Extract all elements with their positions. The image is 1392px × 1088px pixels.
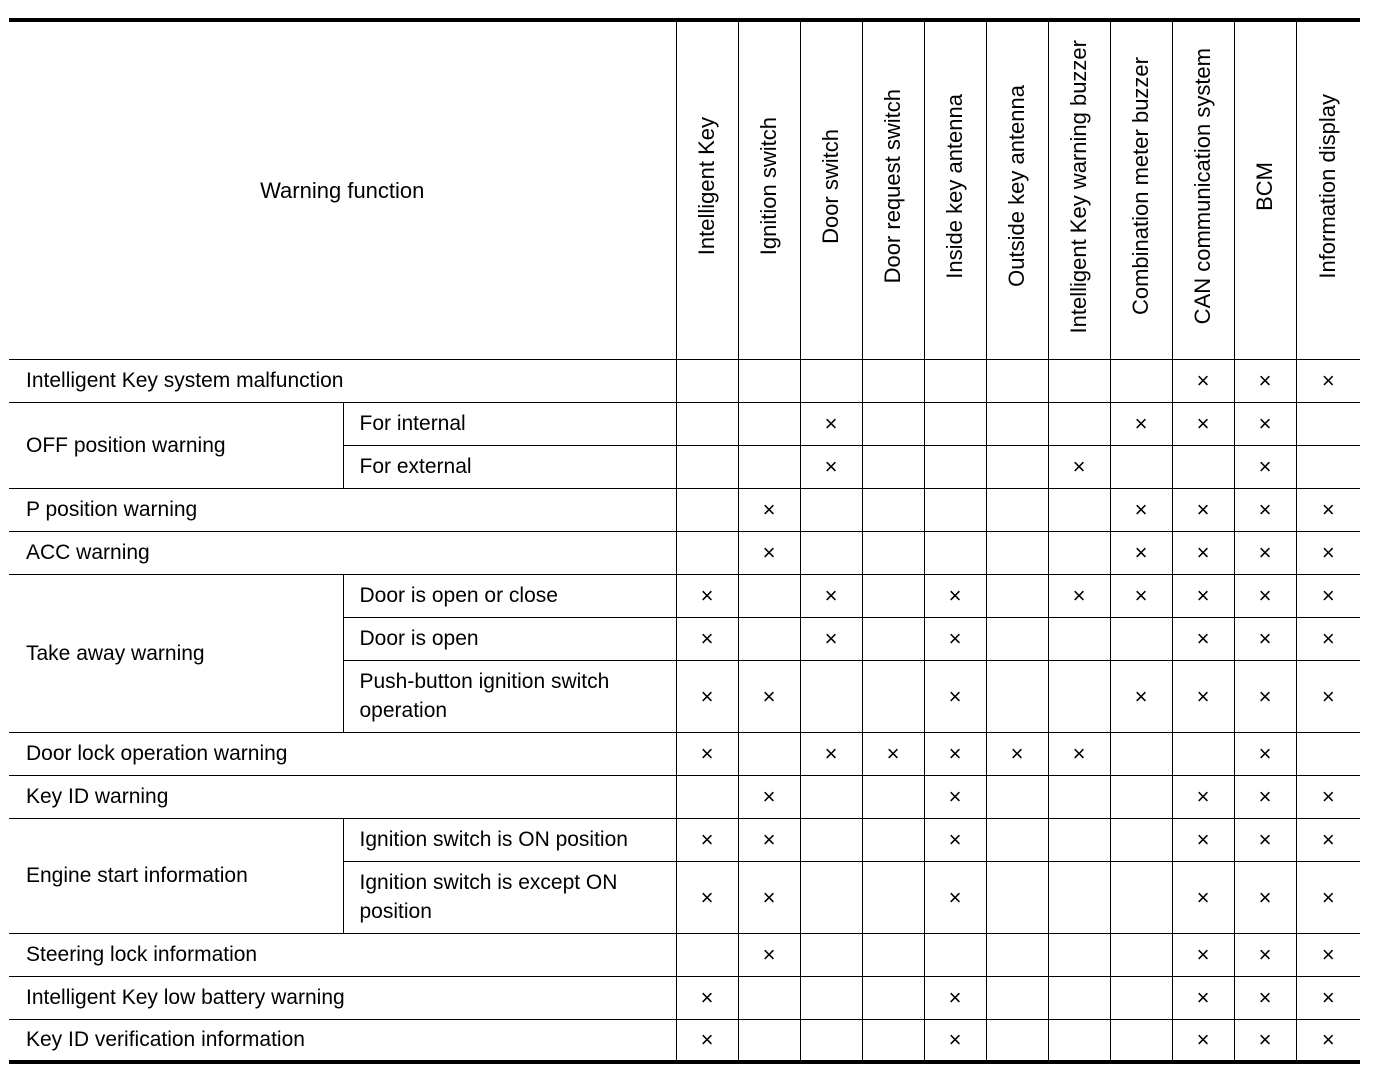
applicable-mark: × <box>738 531 800 574</box>
column-header-combination-meter-buzzer <box>1110 20 1172 359</box>
applicable-mark: × <box>738 818 800 861</box>
empty-cell <box>862 976 924 1019</box>
applicable-mark: × <box>1234 531 1296 574</box>
empty-cell <box>1048 818 1110 861</box>
table-row <box>9 775 1360 818</box>
column-header-label: Ignition switch <box>756 117 781 256</box>
empty-cell <box>800 488 862 531</box>
applicable-mark: × <box>676 818 738 861</box>
empty-cell <box>986 861 1048 933</box>
applicable-mark: × <box>1110 531 1172 574</box>
empty-cell <box>862 818 924 861</box>
warning-function-label: P position warning <box>9 488 676 531</box>
table-row <box>9 402 1360 445</box>
empty-cell <box>1172 445 1234 488</box>
empty-cell <box>1048 531 1110 574</box>
column-header-label: Intelligent Key <box>694 117 719 256</box>
applicable-mark: × <box>1296 660 1360 732</box>
empty-cell <box>924 531 986 574</box>
table-row <box>9 732 1360 775</box>
table-row <box>9 488 1360 531</box>
warning-condition-label: Door is open <box>343 617 676 660</box>
empty-cell <box>862 488 924 531</box>
empty-cell <box>800 775 862 818</box>
empty-cell <box>924 488 986 531</box>
empty-cell <box>800 976 862 1019</box>
applicable-mark: × <box>1234 617 1296 660</box>
empty-cell <box>1110 732 1172 775</box>
empty-cell <box>986 775 1048 818</box>
empty-cell <box>862 445 924 488</box>
empty-cell <box>1110 818 1172 861</box>
applicable-mark: × <box>924 574 986 617</box>
table-row <box>9 574 1360 617</box>
table-row <box>9 531 1360 574</box>
warning-condition-label: For external <box>343 445 676 488</box>
empty-cell <box>800 861 862 933</box>
table-row <box>9 1019 1360 1062</box>
warning-function-label: Steering lock information <box>9 933 676 976</box>
applicable-mark: × <box>924 617 986 660</box>
empty-cell <box>676 775 738 818</box>
applicable-mark: × <box>1234 574 1296 617</box>
applicable-mark: × <box>986 732 1048 775</box>
empty-cell <box>986 660 1048 732</box>
column-header-label: CAN communication system <box>1190 48 1215 325</box>
column-header-intelligent-key <box>676 20 738 359</box>
empty-cell <box>1110 445 1172 488</box>
empty-cell <box>800 660 862 732</box>
empty-cell <box>862 617 924 660</box>
empty-cell <box>676 488 738 531</box>
empty-cell <box>800 818 862 861</box>
applicable-mark: × <box>1110 574 1172 617</box>
warning-function-header: Warning function <box>9 20 676 359</box>
applicable-mark: × <box>924 861 986 933</box>
column-header-intelligent-key-warning-buzzer <box>1048 20 1110 359</box>
empty-cell <box>800 531 862 574</box>
empty-cell <box>738 976 800 1019</box>
applicable-mark: × <box>1296 531 1360 574</box>
warning-condition-label: Door is open or close <box>343 574 676 617</box>
column-header-label: Outside key antenna <box>1004 85 1029 288</box>
empty-cell <box>862 933 924 976</box>
applicable-mark: × <box>924 732 986 775</box>
applicable-mark: × <box>924 660 986 732</box>
applicable-mark: × <box>1172 775 1234 818</box>
empty-cell <box>1172 732 1234 775</box>
warning-function-label: ACC warning <box>9 531 676 574</box>
table-row <box>9 933 1360 976</box>
applicable-mark: × <box>738 488 800 531</box>
warning-condition-label: For internal <box>343 402 676 445</box>
applicable-mark: × <box>1172 1019 1234 1062</box>
applicable-mark: × <box>1172 976 1234 1019</box>
applicable-mark: × <box>800 617 862 660</box>
empty-cell <box>738 402 800 445</box>
warning-function-table-container <box>9 18 1360 1069</box>
empty-cell <box>1296 732 1360 775</box>
empty-cell <box>1048 861 1110 933</box>
empty-cell <box>862 574 924 617</box>
empty-cell <box>862 660 924 732</box>
applicable-mark: × <box>1110 660 1172 732</box>
applicable-mark: × <box>1234 488 1296 531</box>
applicable-mark: × <box>676 1019 738 1062</box>
applicable-mark: × <box>924 818 986 861</box>
empty-cell <box>676 531 738 574</box>
applicable-mark: × <box>738 861 800 933</box>
applicable-mark: × <box>1234 775 1296 818</box>
applicable-mark: × <box>1110 402 1172 445</box>
empty-cell <box>862 861 924 933</box>
empty-cell <box>986 976 1048 1019</box>
applicable-mark: × <box>1234 861 1296 933</box>
empty-cell <box>1048 402 1110 445</box>
column-header-information-display <box>1296 20 1360 359</box>
empty-cell <box>800 933 862 976</box>
applicable-mark: × <box>924 775 986 818</box>
table-row <box>9 976 1360 1019</box>
applicable-mark: × <box>1234 732 1296 775</box>
applicable-mark: × <box>676 861 738 933</box>
applicable-mark: × <box>800 402 862 445</box>
applicable-mark: × <box>1172 402 1234 445</box>
applicable-mark: × <box>1234 1019 1296 1062</box>
empty-cell <box>738 617 800 660</box>
applicable-mark: × <box>800 445 862 488</box>
header-row <box>9 20 1360 359</box>
applicable-mark: × <box>1172 531 1234 574</box>
empty-cell <box>738 574 800 617</box>
empty-cell <box>1048 976 1110 1019</box>
empty-cell <box>738 359 800 402</box>
applicable-mark: × <box>676 574 738 617</box>
empty-cell <box>676 359 738 402</box>
empty-cell <box>924 359 986 402</box>
applicable-mark: × <box>1296 861 1360 933</box>
applicable-mark: × <box>676 732 738 775</box>
table-row <box>9 818 1360 861</box>
empty-cell <box>1110 617 1172 660</box>
empty-cell <box>924 402 986 445</box>
column-header-inside-key-antenna <box>924 20 986 359</box>
applicable-mark: × <box>1172 359 1234 402</box>
applicable-mark: × <box>1234 660 1296 732</box>
applicable-mark: × <box>1048 445 1110 488</box>
applicable-mark: × <box>1296 976 1360 1019</box>
empty-cell <box>1110 359 1172 402</box>
applicable-mark: × <box>1296 1019 1360 1062</box>
applicable-mark: × <box>1172 488 1234 531</box>
empty-cell <box>1048 1019 1110 1062</box>
applicable-mark: × <box>1296 617 1360 660</box>
applicable-mark: × <box>1234 402 1296 445</box>
applicable-mark: × <box>1172 660 1234 732</box>
empty-cell <box>1296 402 1360 445</box>
empty-cell <box>986 402 1048 445</box>
warning-function-label: OFF position warning <box>9 402 343 488</box>
empty-cell <box>1048 775 1110 818</box>
empty-cell <box>862 402 924 445</box>
empty-cell <box>1048 359 1110 402</box>
warning-condition-label: Push-button ignition switch operation <box>343 660 676 732</box>
applicable-mark: × <box>676 976 738 1019</box>
applicable-mark: × <box>1296 775 1360 818</box>
warning-function-label: Door lock operation warning <box>9 732 676 775</box>
applicable-mark: × <box>738 933 800 976</box>
empty-cell <box>800 1019 862 1062</box>
empty-cell <box>676 933 738 976</box>
empty-cell <box>1110 775 1172 818</box>
column-header-can-communication-system <box>1172 20 1234 359</box>
empty-cell <box>862 775 924 818</box>
applicable-mark: × <box>1048 574 1110 617</box>
applicable-mark: × <box>924 976 986 1019</box>
applicable-mark: × <box>676 617 738 660</box>
applicable-mark: × <box>1172 617 1234 660</box>
empty-cell <box>1110 933 1172 976</box>
column-header-label: Inside key antenna <box>942 93 967 279</box>
applicable-mark: × <box>1234 933 1296 976</box>
empty-cell <box>986 359 1048 402</box>
empty-cell <box>676 402 738 445</box>
applicable-mark: × <box>800 574 862 617</box>
warning-condition-label: Ignition switch is ON position <box>343 818 676 861</box>
applicable-mark: × <box>1296 933 1360 976</box>
applicable-mark: × <box>1234 818 1296 861</box>
empty-cell <box>986 1019 1048 1062</box>
applicable-mark: × <box>1234 445 1296 488</box>
empty-cell <box>1048 660 1110 732</box>
empty-cell <box>986 933 1048 976</box>
empty-cell <box>738 445 800 488</box>
empty-cell <box>1048 933 1110 976</box>
applicable-mark: × <box>1172 574 1234 617</box>
empty-cell <box>986 818 1048 861</box>
applicable-mark: × <box>1172 933 1234 976</box>
empty-cell <box>1110 861 1172 933</box>
column-header-label: Combination meter buzzer <box>1128 57 1153 316</box>
applicable-mark: × <box>1296 359 1360 402</box>
empty-cell <box>986 445 1048 488</box>
column-header-door-request-switch <box>862 20 924 359</box>
empty-cell <box>924 933 986 976</box>
applicable-mark: × <box>1296 574 1360 617</box>
applicable-mark: × <box>676 660 738 732</box>
empty-cell <box>986 574 1048 617</box>
empty-cell <box>800 359 862 402</box>
empty-cell <box>862 359 924 402</box>
applicable-mark: × <box>1234 976 1296 1019</box>
column-header-label: Information display <box>1315 93 1341 279</box>
warning-function-label: Engine start information <box>9 818 343 933</box>
empty-cell <box>862 531 924 574</box>
warning-function-label: Key ID verification information <box>9 1019 676 1062</box>
applicable-mark: × <box>1172 818 1234 861</box>
empty-cell <box>1048 488 1110 531</box>
empty-cell <box>1110 976 1172 1019</box>
applicable-mark: × <box>1110 488 1172 531</box>
applicable-mark: × <box>924 1019 986 1062</box>
empty-cell <box>986 617 1048 660</box>
applicable-mark: × <box>1234 359 1296 402</box>
warning-function-table <box>9 18 1360 1064</box>
empty-cell <box>676 445 738 488</box>
warning-function-label: Intelligent Key system malfunction <box>9 359 676 402</box>
applicable-mark: × <box>1172 861 1234 933</box>
table-row <box>9 359 1360 402</box>
applicable-mark: × <box>800 732 862 775</box>
warning-condition-label: Ignition switch is except ON position <box>343 861 676 933</box>
column-header-label: BCM <box>1252 161 1277 211</box>
column-header-door-switch <box>800 20 862 359</box>
empty-cell <box>738 1019 800 1062</box>
column-header-bcm <box>1234 20 1296 359</box>
column-header-label: Door switch <box>818 128 843 244</box>
warning-function-label: Take away warning <box>9 574 343 732</box>
empty-cell <box>986 531 1048 574</box>
applicable-mark: × <box>738 660 800 732</box>
empty-cell <box>862 1019 924 1062</box>
warning-function-label: Intelligent Key low battery warning <box>9 976 676 1019</box>
applicable-mark: × <box>738 775 800 818</box>
empty-cell <box>1296 445 1360 488</box>
empty-cell <box>1048 617 1110 660</box>
applicable-mark: × <box>862 732 924 775</box>
warning-function-label: Key ID warning <box>9 775 676 818</box>
empty-cell <box>1110 1019 1172 1062</box>
applicable-mark: × <box>1296 818 1360 861</box>
column-header-label: Intelligent Key warning buzzer <box>1066 39 1091 333</box>
empty-cell <box>986 488 1048 531</box>
empty-cell <box>738 732 800 775</box>
column-header-outside-key-antenna <box>986 20 1048 359</box>
applicable-mark: × <box>1296 488 1360 531</box>
column-header-label: Door request switch <box>880 89 905 284</box>
column-header-ignition-switch <box>738 20 800 359</box>
empty-cell <box>924 445 986 488</box>
applicable-mark: × <box>1048 732 1110 775</box>
